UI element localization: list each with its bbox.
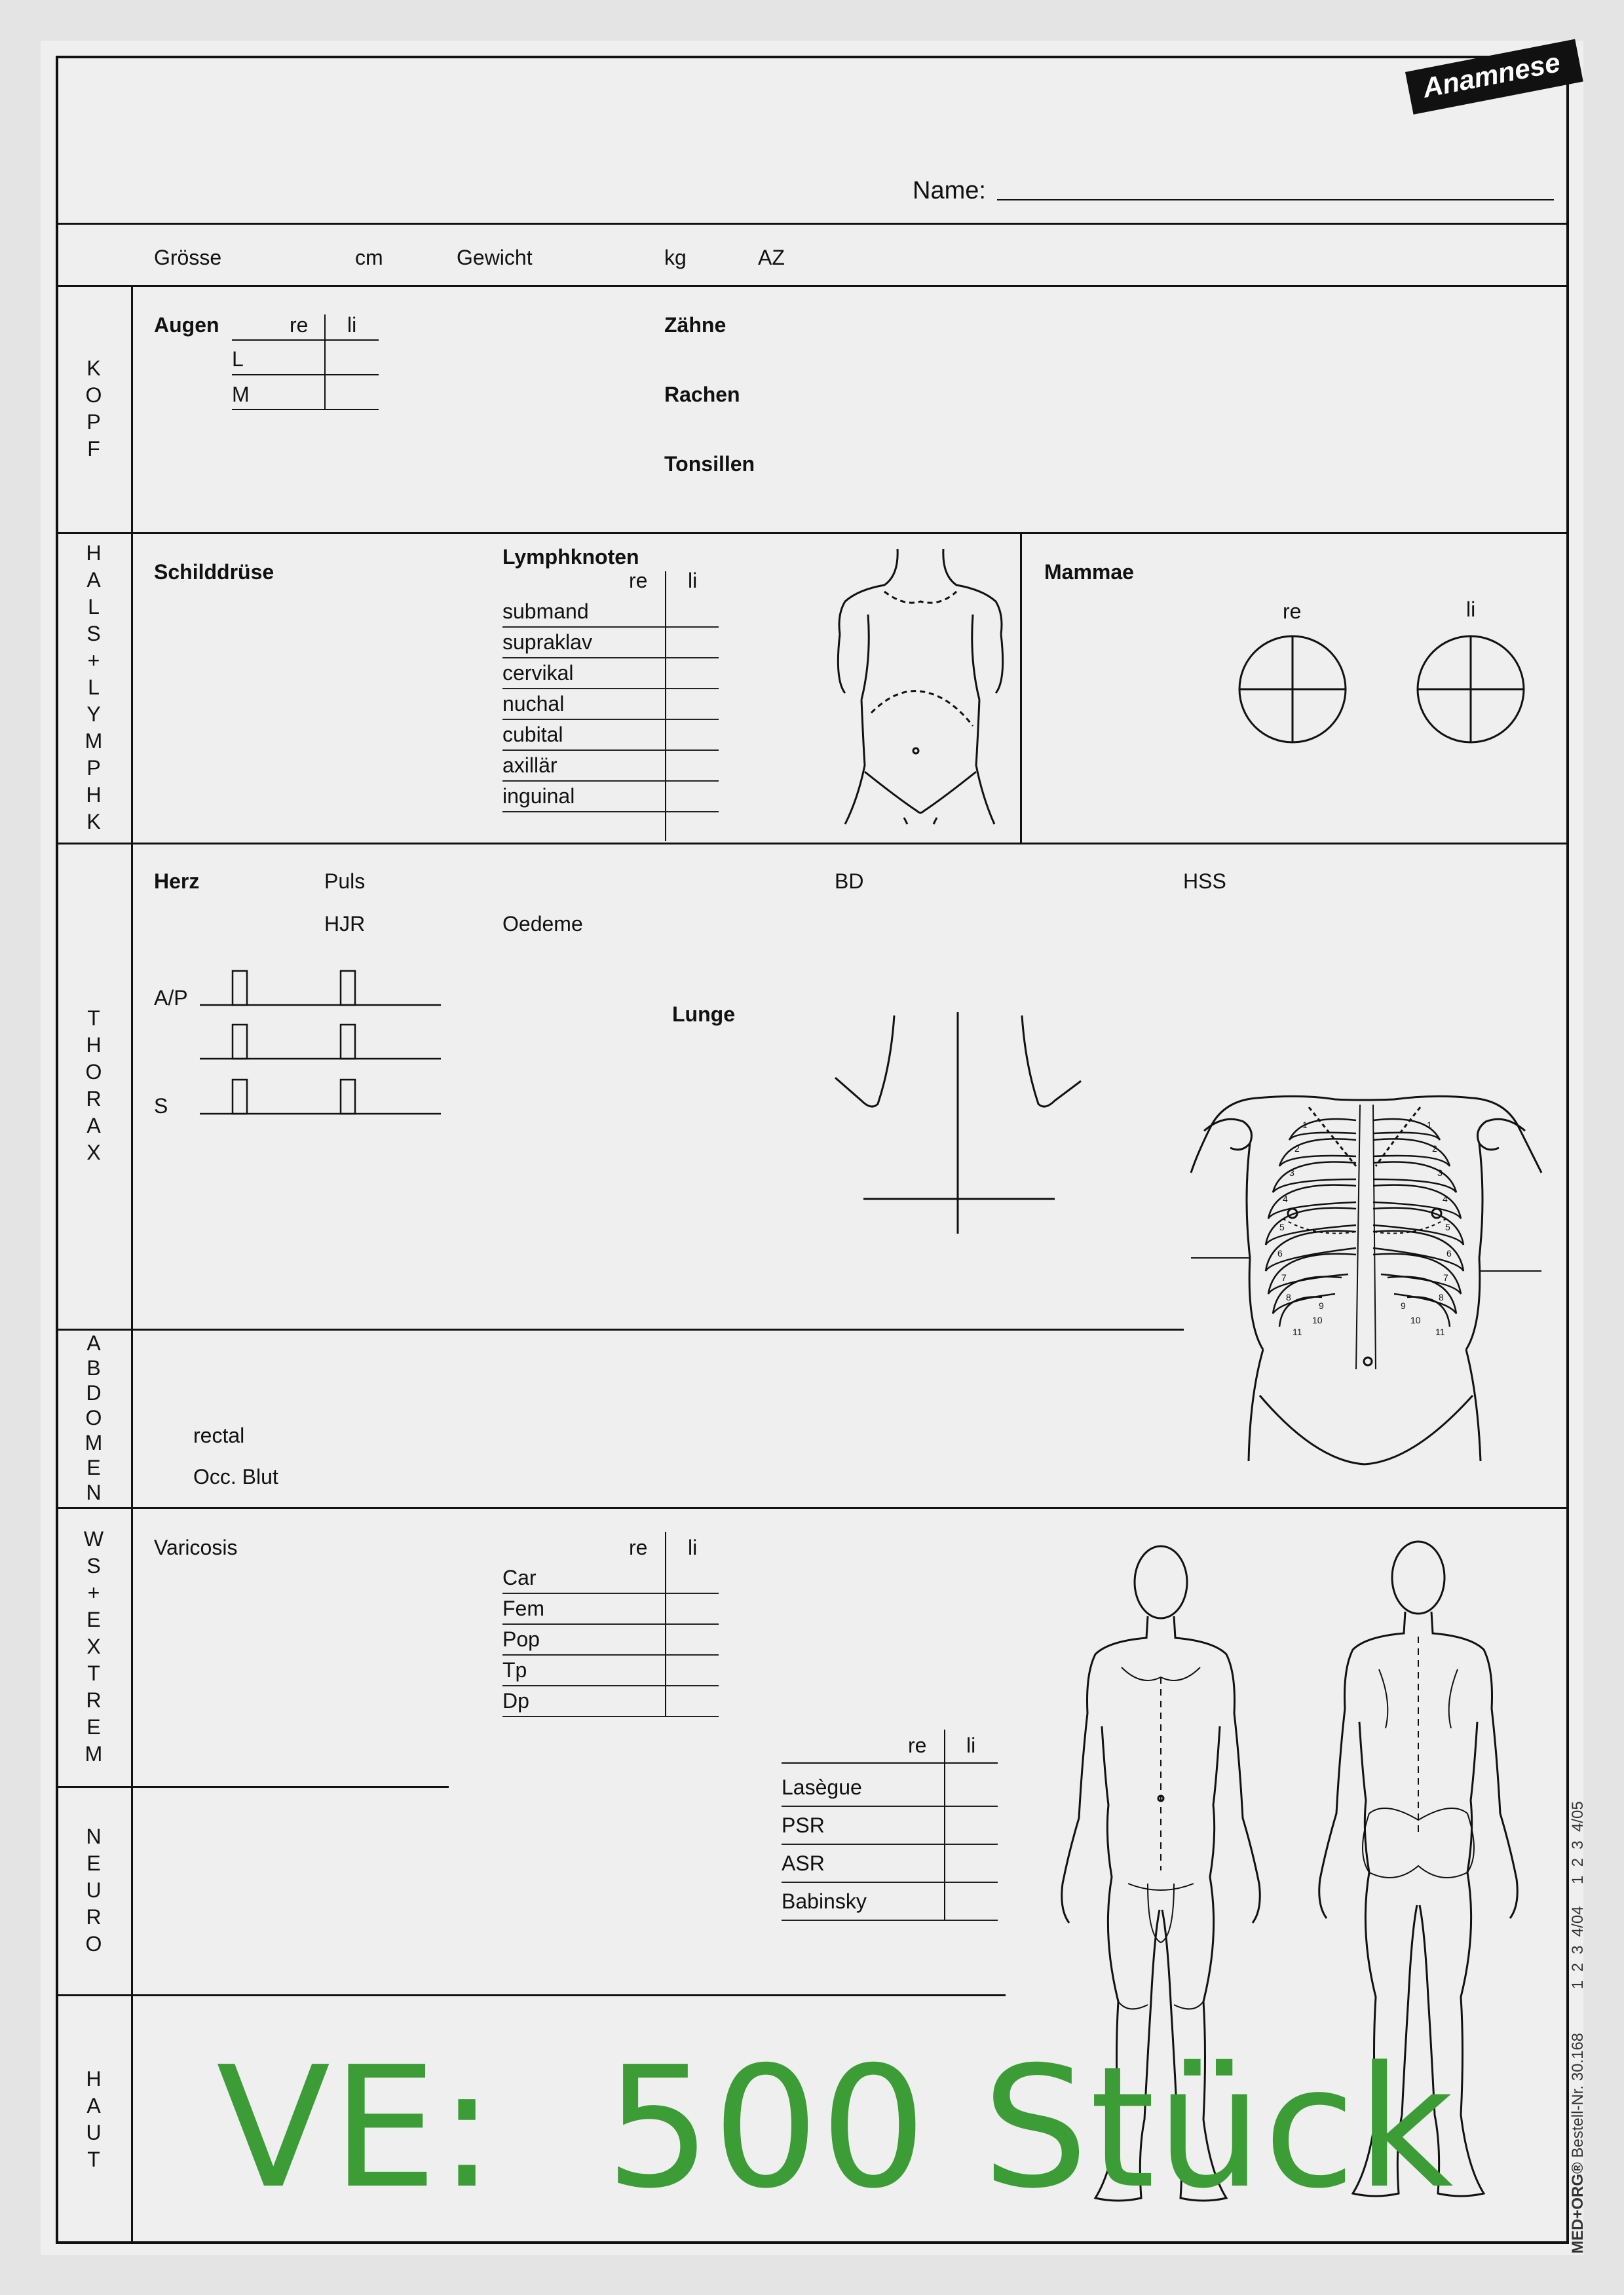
reflex-row: Babinsky — [782, 1883, 998, 1921]
breast-quadrant-right — [1237, 634, 1348, 745]
mammae-label: Mammae — [1044, 560, 1134, 584]
breast-quadrant-left — [1415, 634, 1526, 745]
tonsillen-label: Tonsillen — [664, 452, 755, 476]
divider-header — [56, 223, 1569, 225]
oedeme-label: Oedeme — [502, 912, 583, 936]
reflex-header-line — [782, 1762, 998, 1764]
groesse-label: Grösse — [154, 246, 222, 269]
lymph-row: axillär — [502, 750, 719, 782]
lymph-row: submand — [502, 596, 719, 628]
rib-number: 2 — [1432, 1143, 1437, 1154]
heart-sound-grid — [200, 968, 442, 1116]
order-number — [1569, 1801, 1587, 2254]
section-label-hals-lymphk: H A L S + L Y M P H K — [85, 541, 103, 833]
lymph-row: cubital — [502, 719, 719, 751]
lunge-label: Lunge — [672, 1002, 735, 1026]
kg-unit: kg — [664, 246, 687, 269]
bd-label: BD — [835, 869, 864, 893]
lymph-row: cervikal — [502, 658, 719, 689]
varicosis-label: Varicosis — [154, 1536, 238, 1559]
herz-label: Herz — [154, 869, 200, 893]
puls-label: Puls — [324, 869, 366, 893]
pulse-li-header: li — [688, 1536, 698, 1559]
pulse-row: Fem — [502, 1593, 719, 1625]
rib-number: 9 — [1401, 1300, 1406, 1311]
quantity-watermark: VE: 500 Stück — [216, 2031, 1455, 2226]
divider-thorax — [56, 1329, 1184, 1331]
rib-number: 3 — [1437, 1167, 1443, 1178]
s-label: S — [154, 1094, 168, 1118]
reflex-row: PSR — [782, 1807, 998, 1845]
augen-row-l: L — [232, 347, 244, 371]
divider-kopf — [56, 532, 1569, 534]
reflex-row: ASR — [782, 1845, 998, 1883]
rib-number: 6 — [1277, 1248, 1283, 1259]
rib-number: 5 — [1445, 1222, 1450, 1232]
pulse-row: Pop — [502, 1624, 719, 1656]
rib-number: 11 — [1293, 1327, 1302, 1337]
mammae-li-label: li — [1466, 597, 1476, 621]
rib-number: 8 — [1286, 1292, 1291, 1302]
pulse-row: Dp — [502, 1686, 719, 1717]
section-label-ws-extrem: W S + E X T R E M — [83, 1527, 104, 1766]
print-codes: 1 2 3 4/04 1 2 3 4/05 — [1569, 1801, 1587, 1990]
brand-logo: MED+ORG® — [1569, 2162, 1587, 2254]
rib-number: 4 — [1443, 1194, 1448, 1204]
rachen-label: Rachen — [664, 383, 740, 406]
torso-lymph-diagram — [832, 549, 1009, 824]
order-text: Bestell-Nr. 30.168 — [1569, 2032, 1587, 2158]
gewicht-label: Gewicht — [457, 246, 533, 269]
section-label-thorax: T H O R A X — [85, 1006, 102, 1164]
augen-header-line — [232, 339, 379, 341]
rib-number: 8 — [1439, 1292, 1444, 1302]
rib-number: 1 — [1427, 1120, 1432, 1130]
reflex-li-header: li — [966, 1734, 976, 1757]
lymph-li-header: li — [688, 569, 698, 592]
divider-neuro — [56, 1994, 1006, 1996]
augen-re-header: re — [290, 313, 309, 337]
mammae-re-label: re — [1283, 599, 1302, 623]
cm-unit: cm — [355, 246, 383, 269]
divider-abdomen — [56, 1507, 1569, 1509]
reflex-re-header: re — [908, 1734, 927, 1757]
hjr-label: HJR — [324, 912, 366, 936]
lung-percussion-diagram — [832, 1012, 1084, 1235]
occ-blut-label: Occ. Blut — [193, 1465, 278, 1489]
ap-label: A/P — [154, 986, 188, 1010]
augen-li-header: li — [347, 313, 357, 337]
section-label-kopf: K O P F — [85, 356, 102, 461]
divider-hals — [56, 843, 1569, 844]
section-label-haut: H A U T — [86, 2066, 102, 2171]
ribcage-diagram — [1184, 1068, 1545, 1468]
rib-number: 3 — [1289, 1167, 1294, 1178]
hss-label: HSS — [1183, 869, 1226, 893]
rib-number: 2 — [1294, 1143, 1300, 1154]
lymph-re-header: re — [629, 569, 648, 592]
lymphknoten-label: Lymphknoten — [502, 545, 639, 569]
rib-number: 1 — [1302, 1120, 1308, 1130]
rib-number: 10 — [1410, 1315, 1421, 1325]
reflex-row: Lasègue — [782, 1769, 998, 1807]
rectal-label: rectal — [193, 1424, 245, 1447]
augen-label: Augen — [154, 313, 219, 337]
rib-number: 7 — [1443, 1272, 1448, 1283]
name-field-line[interactable] — [997, 199, 1554, 200]
zaehne-label: Zähne — [664, 313, 727, 337]
mammae-divider — [1020, 532, 1022, 843]
name-label: Name: — [913, 177, 986, 204]
pulse-row: Tp — [502, 1655, 719, 1686]
rib-number: 10 — [1312, 1315, 1323, 1325]
lymph-row: supraklav — [502, 627, 719, 658]
section-label-neuro: N E U R O — [85, 1824, 102, 1956]
augen-column-line — [324, 314, 326, 409]
rib-number: 9 — [1319, 1300, 1324, 1311]
rib-number: 4 — [1283, 1194, 1288, 1204]
section-label-abdomen: A B D O M E N — [85, 1331, 103, 1504]
lymph-row: nuchal — [502, 689, 719, 720]
pulse-re-header: re — [629, 1536, 648, 1559]
augen-row-l-line — [232, 374, 379, 375]
augen-row-m-line — [232, 409, 379, 410]
rib-number: 6 — [1446, 1248, 1452, 1259]
az-label: AZ — [758, 246, 785, 269]
divider-vitals — [56, 285, 1569, 287]
rib-number: 11 — [1435, 1327, 1445, 1337]
rib-number: 5 — [1279, 1222, 1285, 1232]
lymph-row: inguinal — [502, 781, 719, 812]
anamnese-badge: Anamnese — [1405, 39, 1583, 115]
rib-number: 7 — [1281, 1272, 1287, 1283]
pulse-row: Car — [502, 1563, 719, 1594]
schilddruese-label: Schilddrüse — [154, 560, 274, 584]
augen-row-m: M — [232, 383, 250, 406]
